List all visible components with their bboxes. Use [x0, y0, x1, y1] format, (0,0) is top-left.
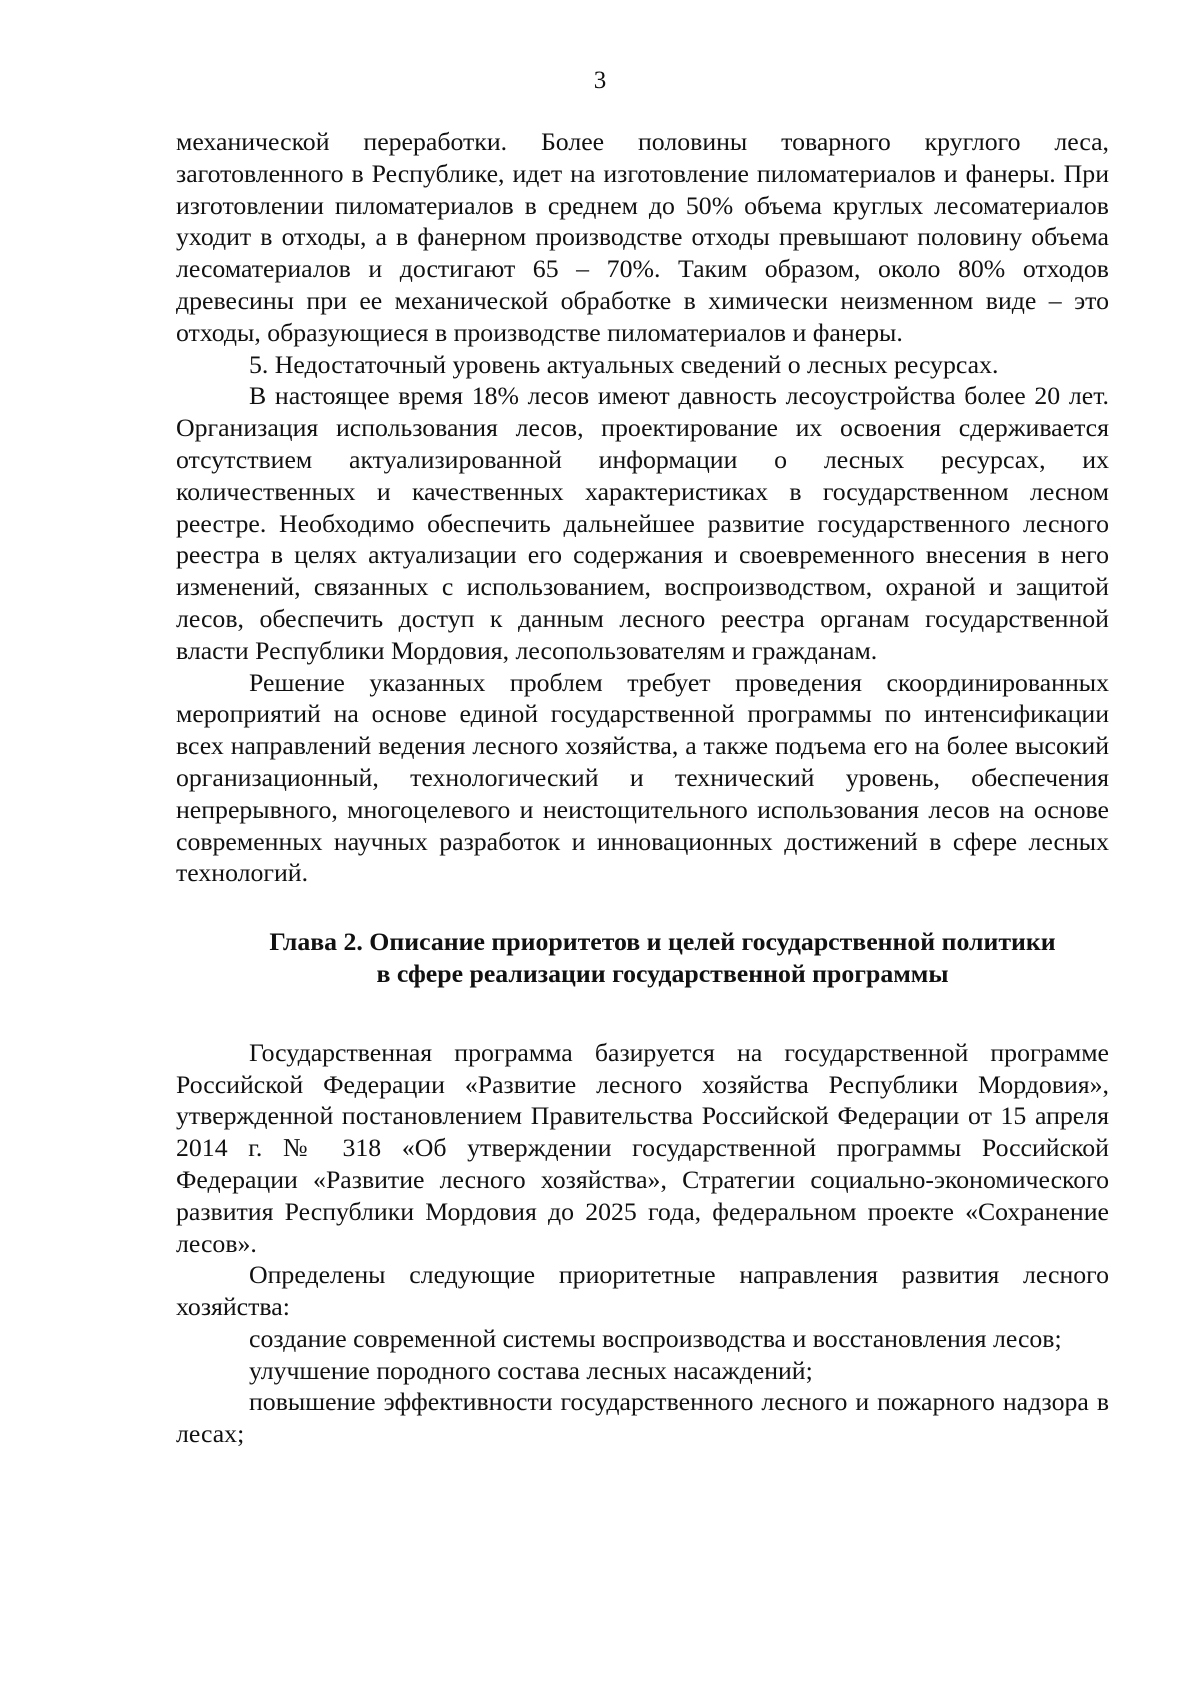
paragraph-program-basis: Государственная программа базируется на государственной программе Российской Федерации «Развитие лесного хозяйства Республики Мордовия», утвержденной постановлением Правительства Российской Федерации от 15 апреля 2014 г. № 318 «Об утверждении государственной программы Российской Федерации «Развитие лесного хозяйства», Стратегии социально-экономического развития Республики Мордовия до 2025 года, федеральном проекте «Сохранение лесов». [176, 1037, 1109, 1258]
document-body [176, 126, 1109, 1450]
page-number: 3 [593, 67, 607, 94]
paragraph-item-5: 5. Недостаточный уровень актуальных сведений о лесных ресурсах. [249, 349, 999, 379]
chapter-heading-line-2: в сфере реализации государственной программы [376, 958, 949, 988]
paragraph-solution: Решение указанных проблем требует проведения скоординированных мероприятий на основе единой государственной программы по интенсификации всех направлений ведения лесного хозяйства, а также подъема его на более высокий организационный, технологический и технический уровень, обеспечения непрерывного, многоцелевого и неистощительного использования лесов на основе современных научных разработок и инновационных достижений в сфере лесных технологий. [176, 667, 1109, 888]
paragraph-continuation: механической переработки. Более половины товарного круглого леса, заготовленного в Республике, идет на изготовление пиломатериалов и фанеры. При изготовлении пиломатериалов в среднем до 50% объема круглых лесоматериалов уходит в отходы, а в фанерном производстве отходы превышают половину объема лесоматериалов и достигают 65 – 70%. Таким образом, около 80% отходов древесины при ее механической обработке в химически неизменном виде – это отходы, образующиеся в производстве пиломатериалов и фанеры. [176, 127, 1109, 347]
priority-item: создание современной системы воспроизводства и восстановления лесов; [249, 1323, 1062, 1353]
paragraph-priorities-intro: Определены следующие приоритетные направления развития лесного хозяйства: [176, 1260, 1109, 1322]
priority-item: повышение эффективности государственного лесного и пожарного надзора в лесах; [176, 1387, 1109, 1449]
paragraph-forest-registry: В настоящее время 18% лесов имеют давность лесоустройства более 20 лет. Организация использования лесов, проектирование их освоения сдерживается отсутствием актуализированной информации о лесных ресурсах, их количественных и качественных характеристиках в государственном лесном реестре. Необходимо обеспечить дальнейшее развитие государственного лесного реестра в целях актуализации его содержания и своевременного внесения в него изменений, связанных с использованием, воспроизводством, охраной и защитой лесов, обеспечить доступ к данным лесного реестра органам государственной власти Республики Мордовия, лесопользователям и гражданам. [176, 381, 1109, 665]
priority-item: улучшение породного состава лесных насаждений; [249, 1355, 813, 1385]
spacer [176, 990, 1109, 1037]
chapter-heading [176, 926, 1109, 990]
spacer [176, 889, 1109, 926]
chapter-heading-line-1: Глава 2. Описание приоритетов и целей государственной политики [269, 927, 1056, 957]
